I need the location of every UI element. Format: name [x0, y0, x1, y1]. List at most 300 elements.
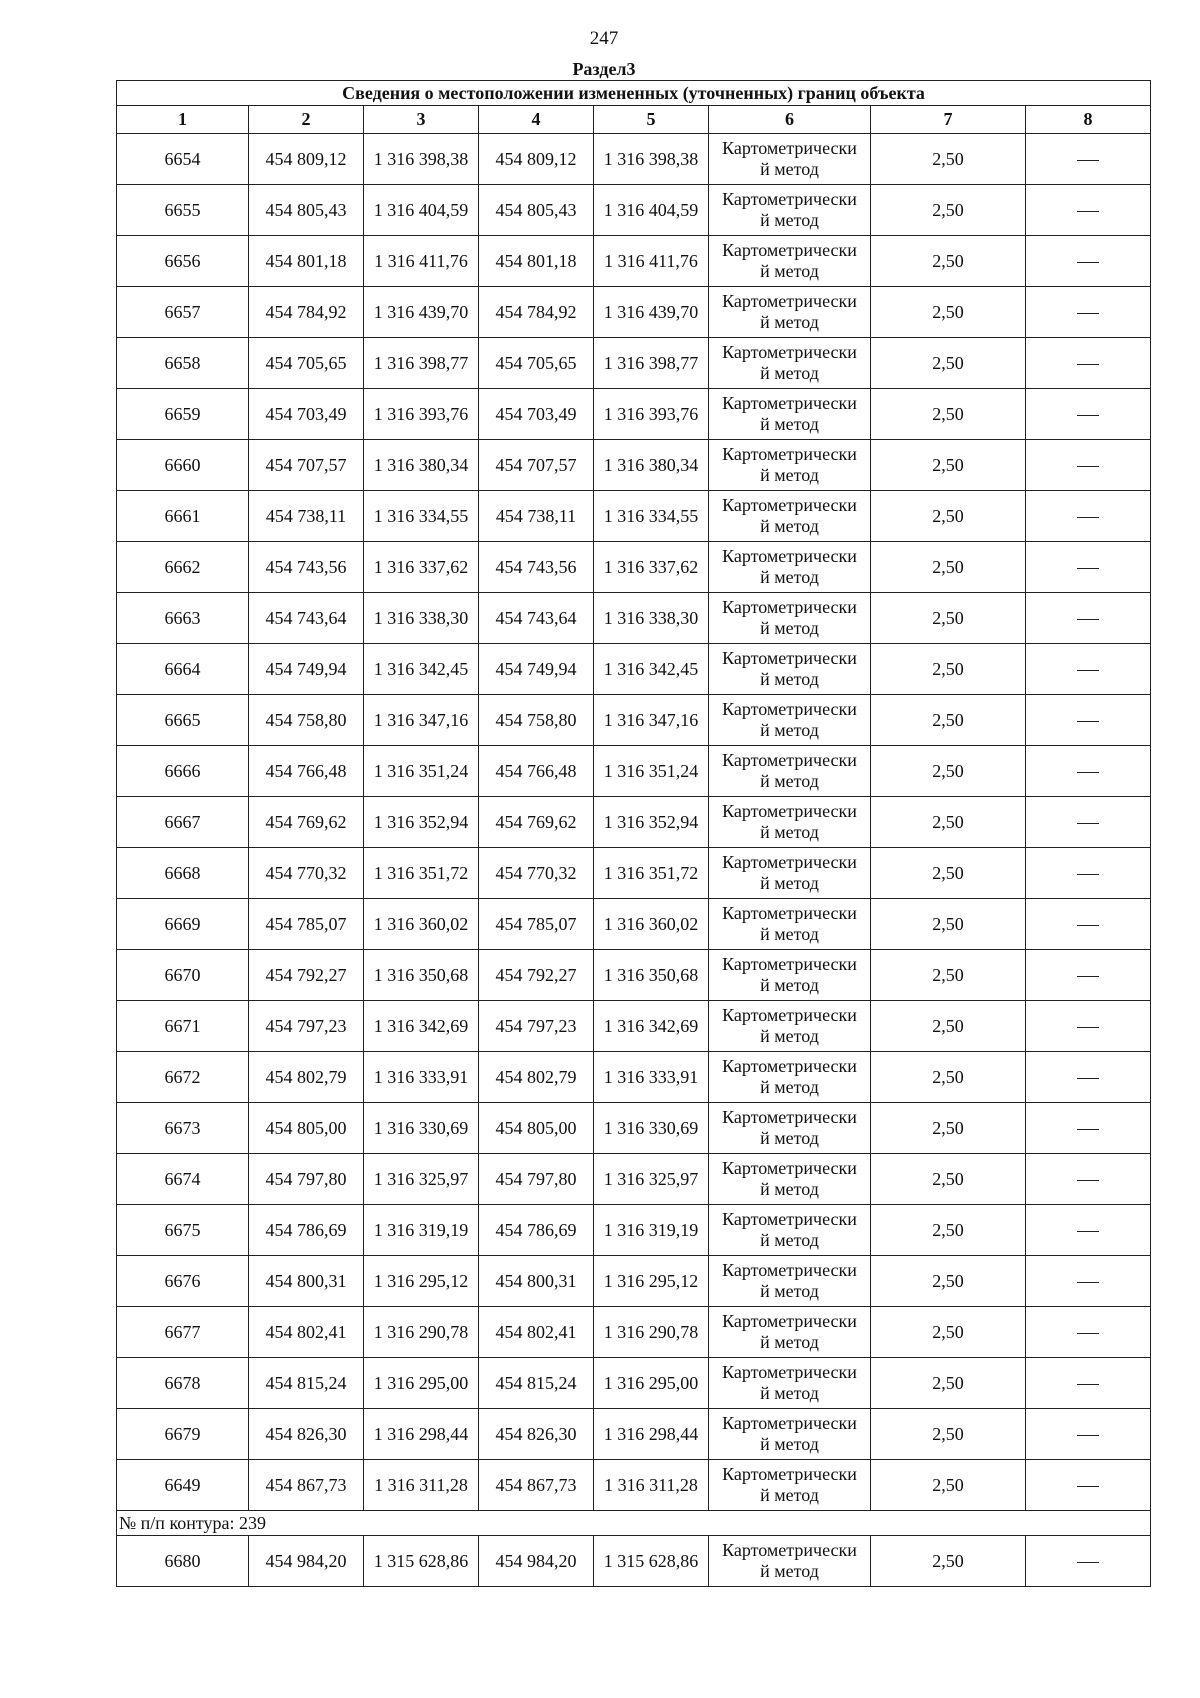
accuracy: 2,50 — [871, 1154, 1026, 1205]
method-line-2: й метод — [760, 822, 819, 842]
method-line-2: й метод — [760, 261, 819, 281]
method-cell — [709, 950, 871, 1001]
dash-mark — [1077, 1562, 1099, 1563]
dash-mark — [1077, 466, 1099, 467]
method-cell — [709, 797, 871, 848]
dash-cell — [1026, 491, 1151, 542]
point-number: 6670 — [117, 950, 249, 1001]
y-new: 1 316 347,16 — [594, 695, 709, 746]
dash-cell — [1026, 338, 1151, 389]
method-cell — [709, 593, 871, 644]
method-line-2: й метод — [760, 465, 819, 485]
y-new: 1 316 439,70 — [594, 287, 709, 338]
y-new: 1 316 290,78 — [594, 1307, 709, 1358]
point-number: 6680 — [117, 1536, 249, 1587]
x-new: 454 705,65 — [479, 338, 594, 389]
point-number: 6663 — [117, 593, 249, 644]
y-existing: 1 316 411,76 — [364, 236, 479, 287]
method-cell — [709, 491, 871, 542]
point-number: 6649 — [117, 1460, 249, 1511]
method-cell — [709, 185, 871, 236]
column-header: 7 — [871, 106, 1026, 134]
method-line-1: Картометрически — [722, 699, 857, 719]
dash-mark — [1077, 619, 1099, 620]
table-row — [117, 1001, 1151, 1052]
x-existing: 454 766,48 — [249, 746, 364, 797]
x-existing: 454 815,24 — [249, 1358, 364, 1409]
x-existing: 454 984,20 — [249, 1536, 364, 1587]
x-new: 454 769,62 — [479, 797, 594, 848]
y-existing: 1 316 352,94 — [364, 797, 479, 848]
contour-row — [117, 1511, 1151, 1536]
x-existing: 454 707,57 — [249, 440, 364, 491]
y-existing: 1 316 319,19 — [364, 1205, 479, 1256]
point-number: 6678 — [117, 1358, 249, 1409]
x-new: 454 785,07 — [479, 899, 594, 950]
method-cell — [709, 338, 871, 389]
dash-cell — [1026, 899, 1151, 950]
table-row — [117, 1205, 1151, 1256]
table-row — [117, 644, 1151, 695]
method-cell — [709, 1001, 871, 1052]
y-existing: 1 316 342,69 — [364, 1001, 479, 1052]
dash-cell — [1026, 1154, 1151, 1205]
method-line-2: й метод — [760, 1077, 819, 1097]
x-existing: 454 743,56 — [249, 542, 364, 593]
dash-cell — [1026, 440, 1151, 491]
point-number: 6662 — [117, 542, 249, 593]
table-row — [117, 185, 1151, 236]
method-cell — [709, 542, 871, 593]
dash-mark — [1077, 415, 1099, 416]
method-line-2: й метод — [760, 363, 819, 383]
method-line-2: й метод — [760, 924, 819, 944]
dash-cell — [1026, 1052, 1151, 1103]
x-new: 454 766,48 — [479, 746, 594, 797]
dash-mark — [1077, 1129, 1099, 1130]
x-new: 454 867,73 — [479, 1460, 594, 1511]
dash-cell — [1026, 644, 1151, 695]
point-number: 6656 — [117, 236, 249, 287]
accuracy: 2,50 — [871, 542, 1026, 593]
accuracy: 2,50 — [871, 1052, 1026, 1103]
table-row — [117, 1256, 1151, 1307]
point-number: 6679 — [117, 1409, 249, 1460]
dash-mark — [1077, 517, 1099, 518]
x-existing: 454 749,94 — [249, 644, 364, 695]
column-number-row — [117, 106, 1151, 134]
y-new: 1 316 338,30 — [594, 593, 709, 644]
dash-cell — [1026, 797, 1151, 848]
method-line-1: Картометрически — [722, 1413, 857, 1433]
method-line-2: й метод — [760, 210, 819, 230]
dash-cell — [1026, 1307, 1151, 1358]
section-title: Раздел3 — [572, 59, 636, 79]
x-existing: 454 758,80 — [249, 695, 364, 746]
y-new: 1 316 337,62 — [594, 542, 709, 593]
x-new: 454 703,49 — [479, 389, 594, 440]
point-number: 6664 — [117, 644, 249, 695]
y-existing: 1 316 290,78 — [364, 1307, 479, 1358]
x-existing: 454 786,69 — [249, 1205, 364, 1256]
y-existing: 1 316 380,34 — [364, 440, 479, 491]
x-existing: 454 800,31 — [249, 1256, 364, 1307]
point-number: 6667 — [117, 797, 249, 848]
x-existing: 454 797,23 — [249, 1001, 364, 1052]
x-new: 454 797,80 — [479, 1154, 594, 1205]
point-number: 6655 — [117, 185, 249, 236]
dash-cell — [1026, 542, 1151, 593]
x-new: 454 738,11 — [479, 491, 594, 542]
method-cell — [709, 899, 871, 950]
method-line-1: Картометрически — [722, 597, 857, 617]
x-existing: 454 705,65 — [249, 338, 364, 389]
accuracy: 2,50 — [871, 848, 1026, 899]
dash-cell — [1026, 1256, 1151, 1307]
accuracy: 2,50 — [871, 1103, 1026, 1154]
method-line-2: й метод — [760, 1128, 819, 1148]
method-line-2: й метод — [760, 1026, 819, 1046]
y-existing: 1 316 393,76 — [364, 389, 479, 440]
accuracy: 2,50 — [871, 440, 1026, 491]
accuracy: 2,50 — [871, 746, 1026, 797]
table-row — [117, 1536, 1151, 1587]
method-cell — [709, 134, 871, 185]
method-cell — [709, 1358, 871, 1409]
dash-cell — [1026, 746, 1151, 797]
method-line-2: й метод — [760, 1434, 819, 1454]
accuracy: 2,50 — [871, 338, 1026, 389]
y-existing: 1 316 338,30 — [364, 593, 479, 644]
table-row — [117, 950, 1151, 1001]
y-new: 1 316 342,45 — [594, 644, 709, 695]
table-row — [117, 1409, 1151, 1460]
accuracy: 2,50 — [871, 185, 1026, 236]
point-number: 6654 — [117, 134, 249, 185]
x-new: 454 792,27 — [479, 950, 594, 1001]
method-line-1: Картометрически — [722, 495, 857, 515]
dash-mark — [1077, 211, 1099, 212]
y-existing: 1 316 350,68 — [364, 950, 479, 1001]
accuracy: 2,50 — [871, 1358, 1026, 1409]
method-cell — [709, 1205, 871, 1256]
accuracy: 2,50 — [871, 1460, 1026, 1511]
method-cell — [709, 1052, 871, 1103]
x-existing: 454 805,43 — [249, 185, 364, 236]
y-existing: 1 316 360,02 — [364, 899, 479, 950]
point-number: 6666 — [117, 746, 249, 797]
y-new: 1 316 360,02 — [594, 899, 709, 950]
point-number: 6673 — [117, 1103, 249, 1154]
y-existing: 1 316 333,91 — [364, 1052, 479, 1103]
accuracy: 2,50 — [871, 950, 1026, 1001]
dash-mark — [1077, 670, 1099, 671]
page-number: 247 — [589, 28, 619, 49]
dash-mark — [1077, 1333, 1099, 1334]
y-existing: 1 316 398,77 — [364, 338, 479, 389]
method-cell — [709, 287, 871, 338]
dash-mark — [1077, 874, 1099, 875]
column-header: 6 — [709, 106, 871, 134]
y-new: 1 316 352,94 — [594, 797, 709, 848]
dash-mark — [1077, 160, 1099, 161]
x-new: 454 758,80 — [479, 695, 594, 746]
y-existing: 1 316 404,59 — [364, 185, 479, 236]
dash-cell — [1026, 950, 1151, 1001]
y-existing: 1 316 342,45 — [364, 644, 479, 695]
accuracy: 2,50 — [871, 134, 1026, 185]
point-number: 6658 — [117, 338, 249, 389]
table-row — [117, 236, 1151, 287]
y-new: 1 316 333,91 — [594, 1052, 709, 1103]
y-new: 1 316 380,34 — [594, 440, 709, 491]
y-new: 1 316 342,69 — [594, 1001, 709, 1052]
table-row — [117, 1154, 1151, 1205]
column-header: 3 — [364, 106, 479, 134]
point-number: 6660 — [117, 440, 249, 491]
y-existing: 1 315 628,86 — [364, 1536, 479, 1587]
method-line-2: й метод — [760, 1485, 819, 1505]
method-line-1: Картометрически — [722, 342, 857, 362]
x-existing: 454 826,30 — [249, 1409, 364, 1460]
x-existing: 454 785,07 — [249, 899, 364, 950]
point-number: 6676 — [117, 1256, 249, 1307]
accuracy: 2,50 — [871, 389, 1026, 440]
y-new: 1 316 351,24 — [594, 746, 709, 797]
method-cell — [709, 746, 871, 797]
method-line-1: Картометрически — [722, 291, 857, 311]
y-existing: 1 316 295,12 — [364, 1256, 479, 1307]
x-existing: 454 703,49 — [249, 389, 364, 440]
column-header: 5 — [594, 106, 709, 134]
accuracy: 2,50 — [871, 593, 1026, 644]
y-new: 1 316 295,00 — [594, 1358, 709, 1409]
x-new: 454 984,20 — [479, 1536, 594, 1587]
dash-cell — [1026, 287, 1151, 338]
point-number: 6671 — [117, 1001, 249, 1052]
dash-mark — [1077, 925, 1099, 926]
method-line-2: й метод — [760, 1332, 819, 1352]
column-header: 8 — [1026, 106, 1151, 134]
y-existing: 1 316 398,38 — [364, 134, 479, 185]
x-new: 454 802,79 — [479, 1052, 594, 1103]
accuracy: 2,50 — [871, 695, 1026, 746]
method-cell — [709, 848, 871, 899]
method-cell — [709, 1154, 871, 1205]
dash-cell — [1026, 1358, 1151, 1409]
x-new: 454 805,43 — [479, 185, 594, 236]
method-line-1: Картометрически — [722, 189, 857, 209]
x-new: 454 815,24 — [479, 1358, 594, 1409]
y-existing: 1 316 337,62 — [364, 542, 479, 593]
method-line-2: й метод — [760, 669, 819, 689]
accuracy: 2,50 — [871, 1409, 1026, 1460]
method-line-2: й метод — [760, 720, 819, 740]
table-row — [117, 389, 1151, 440]
method-line-1: Картометрически — [722, 240, 857, 260]
x-new: 454 707,57 — [479, 440, 594, 491]
dash-mark — [1077, 772, 1099, 773]
y-existing: 1 316 439,70 — [364, 287, 479, 338]
x-new: 454 805,00 — [479, 1103, 594, 1154]
method-line-1: Картометрически — [722, 1056, 857, 1076]
table-row — [117, 797, 1151, 848]
y-existing: 1 316 347,16 — [364, 695, 479, 746]
x-existing: 454 738,11 — [249, 491, 364, 542]
method-line-1: Картометрически — [722, 546, 857, 566]
point-number: 6674 — [117, 1154, 249, 1205]
table-title: Сведения о местоположении измененных (уточненных) границ объекта — [117, 81, 1151, 106]
contour-label: № п/п контура: 239 — [117, 1511, 1151, 1536]
table-row — [117, 1052, 1151, 1103]
point-number: 6668 — [117, 848, 249, 899]
table-row — [117, 1358, 1151, 1409]
x-existing: 454 802,41 — [249, 1307, 364, 1358]
method-line-2: й метод — [760, 771, 819, 791]
method-line-1: Картометрически — [722, 1107, 857, 1127]
dash-cell — [1026, 1103, 1151, 1154]
method-line-1: Картометрически — [722, 138, 857, 158]
y-new: 1 316 298,44 — [594, 1409, 709, 1460]
method-line-2: й метод — [760, 1179, 819, 1199]
point-number: 6677 — [117, 1307, 249, 1358]
method-cell — [709, 1536, 871, 1587]
x-new: 454 797,23 — [479, 1001, 594, 1052]
method-line-2: й метод — [760, 873, 819, 893]
accuracy: 2,50 — [871, 644, 1026, 695]
method-line-1: Картометрически — [722, 1311, 857, 1331]
dash-cell — [1026, 695, 1151, 746]
y-new: 1 316 398,38 — [594, 134, 709, 185]
method-line-1: Картометрически — [722, 801, 857, 821]
dash-mark — [1077, 1282, 1099, 1283]
table-row — [117, 695, 1151, 746]
accuracy: 2,50 — [871, 899, 1026, 950]
accuracy: 2,50 — [871, 797, 1026, 848]
method-line-1: Картометрически — [722, 648, 857, 668]
y-new: 1 316 295,12 — [594, 1256, 709, 1307]
method-line-1: Картометрически — [722, 750, 857, 770]
point-number: 6665 — [117, 695, 249, 746]
dash-mark — [1077, 823, 1099, 824]
table-row — [117, 1307, 1151, 1358]
x-new: 454 770,32 — [479, 848, 594, 899]
coordinates-table — [116, 80, 1151, 1587]
table-body — [117, 81, 1151, 1587]
dash-cell — [1026, 185, 1151, 236]
method-line-2: й метод — [760, 1561, 819, 1581]
dash-mark — [1077, 313, 1099, 314]
point-number: 6661 — [117, 491, 249, 542]
y-existing: 1 316 351,24 — [364, 746, 479, 797]
x-new: 454 743,56 — [479, 542, 594, 593]
method-line-1: Картометрически — [722, 1540, 857, 1560]
x-existing: 454 797,80 — [249, 1154, 364, 1205]
method-line-1: Картометрически — [722, 1209, 857, 1229]
x-existing: 454 805,00 — [249, 1103, 364, 1154]
point-number: 6675 — [117, 1205, 249, 1256]
y-new: 1 316 411,76 — [594, 236, 709, 287]
y-new: 1 316 319,19 — [594, 1205, 709, 1256]
point-number: 6657 — [117, 287, 249, 338]
x-new: 454 749,94 — [479, 644, 594, 695]
method-line-1: Картометрически — [722, 444, 857, 464]
dash-mark — [1077, 1384, 1099, 1385]
method-line-2: й метод — [760, 618, 819, 638]
accuracy: 2,50 — [871, 491, 1026, 542]
table-row — [117, 440, 1151, 491]
accuracy: 2,50 — [871, 1001, 1026, 1052]
dash-mark — [1077, 262, 1099, 263]
y-existing: 1 316 330,69 — [364, 1103, 479, 1154]
x-new: 454 743,64 — [479, 593, 594, 644]
x-existing: 454 792,27 — [249, 950, 364, 1001]
dash-cell — [1026, 1409, 1151, 1460]
x-new: 454 801,18 — [479, 236, 594, 287]
accuracy: 2,50 — [871, 287, 1026, 338]
dash-cell — [1026, 1460, 1151, 1511]
method-line-1: Картометрически — [722, 852, 857, 872]
method-line-1: Картометрически — [722, 903, 857, 923]
y-new: 1 315 628,86 — [594, 1536, 709, 1587]
method-line-1: Картометрически — [722, 954, 857, 974]
method-line-2: й метод — [760, 567, 819, 587]
method-line-2: й метод — [760, 516, 819, 536]
dash-mark — [1077, 1486, 1099, 1487]
dash-cell — [1026, 1205, 1151, 1256]
table-row — [117, 287, 1151, 338]
x-new: 454 784,92 — [479, 287, 594, 338]
y-new: 1 316 393,76 — [594, 389, 709, 440]
y-new: 1 316 398,77 — [594, 338, 709, 389]
method-line-2: й метод — [760, 312, 819, 332]
table-row — [117, 338, 1151, 389]
x-new: 454 800,31 — [479, 1256, 594, 1307]
y-existing: 1 316 298,44 — [364, 1409, 479, 1460]
dash-mark — [1077, 976, 1099, 977]
table-row — [117, 899, 1151, 950]
method-cell — [709, 236, 871, 287]
x-new: 454 802,41 — [479, 1307, 594, 1358]
y-existing: 1 316 295,00 — [364, 1358, 479, 1409]
method-line-2: й метод — [760, 1230, 819, 1250]
table-row — [117, 593, 1151, 644]
x-new: 454 809,12 — [479, 134, 594, 185]
method-cell — [709, 1409, 871, 1460]
method-line-1: Картометрически — [722, 1260, 857, 1280]
dash-mark — [1077, 568, 1099, 569]
dash-cell — [1026, 1536, 1151, 1587]
dash-mark — [1077, 364, 1099, 365]
point-number: 6672 — [117, 1052, 249, 1103]
column-header: 4 — [479, 106, 594, 134]
dash-mark — [1077, 1435, 1099, 1436]
y-existing: 1 316 351,72 — [364, 848, 479, 899]
y-existing: 1 316 311,28 — [364, 1460, 479, 1511]
y-new: 1 316 351,72 — [594, 848, 709, 899]
y-new: 1 316 334,55 — [594, 491, 709, 542]
method-cell — [709, 1460, 871, 1511]
x-existing: 454 802,79 — [249, 1052, 364, 1103]
x-existing: 454 784,92 — [249, 287, 364, 338]
method-cell — [709, 389, 871, 440]
table-row — [117, 134, 1151, 185]
x-new: 454 826,30 — [479, 1409, 594, 1460]
x-existing: 454 743,64 — [249, 593, 364, 644]
dash-cell — [1026, 593, 1151, 644]
y-new: 1 316 350,68 — [594, 950, 709, 1001]
table-row — [117, 1103, 1151, 1154]
